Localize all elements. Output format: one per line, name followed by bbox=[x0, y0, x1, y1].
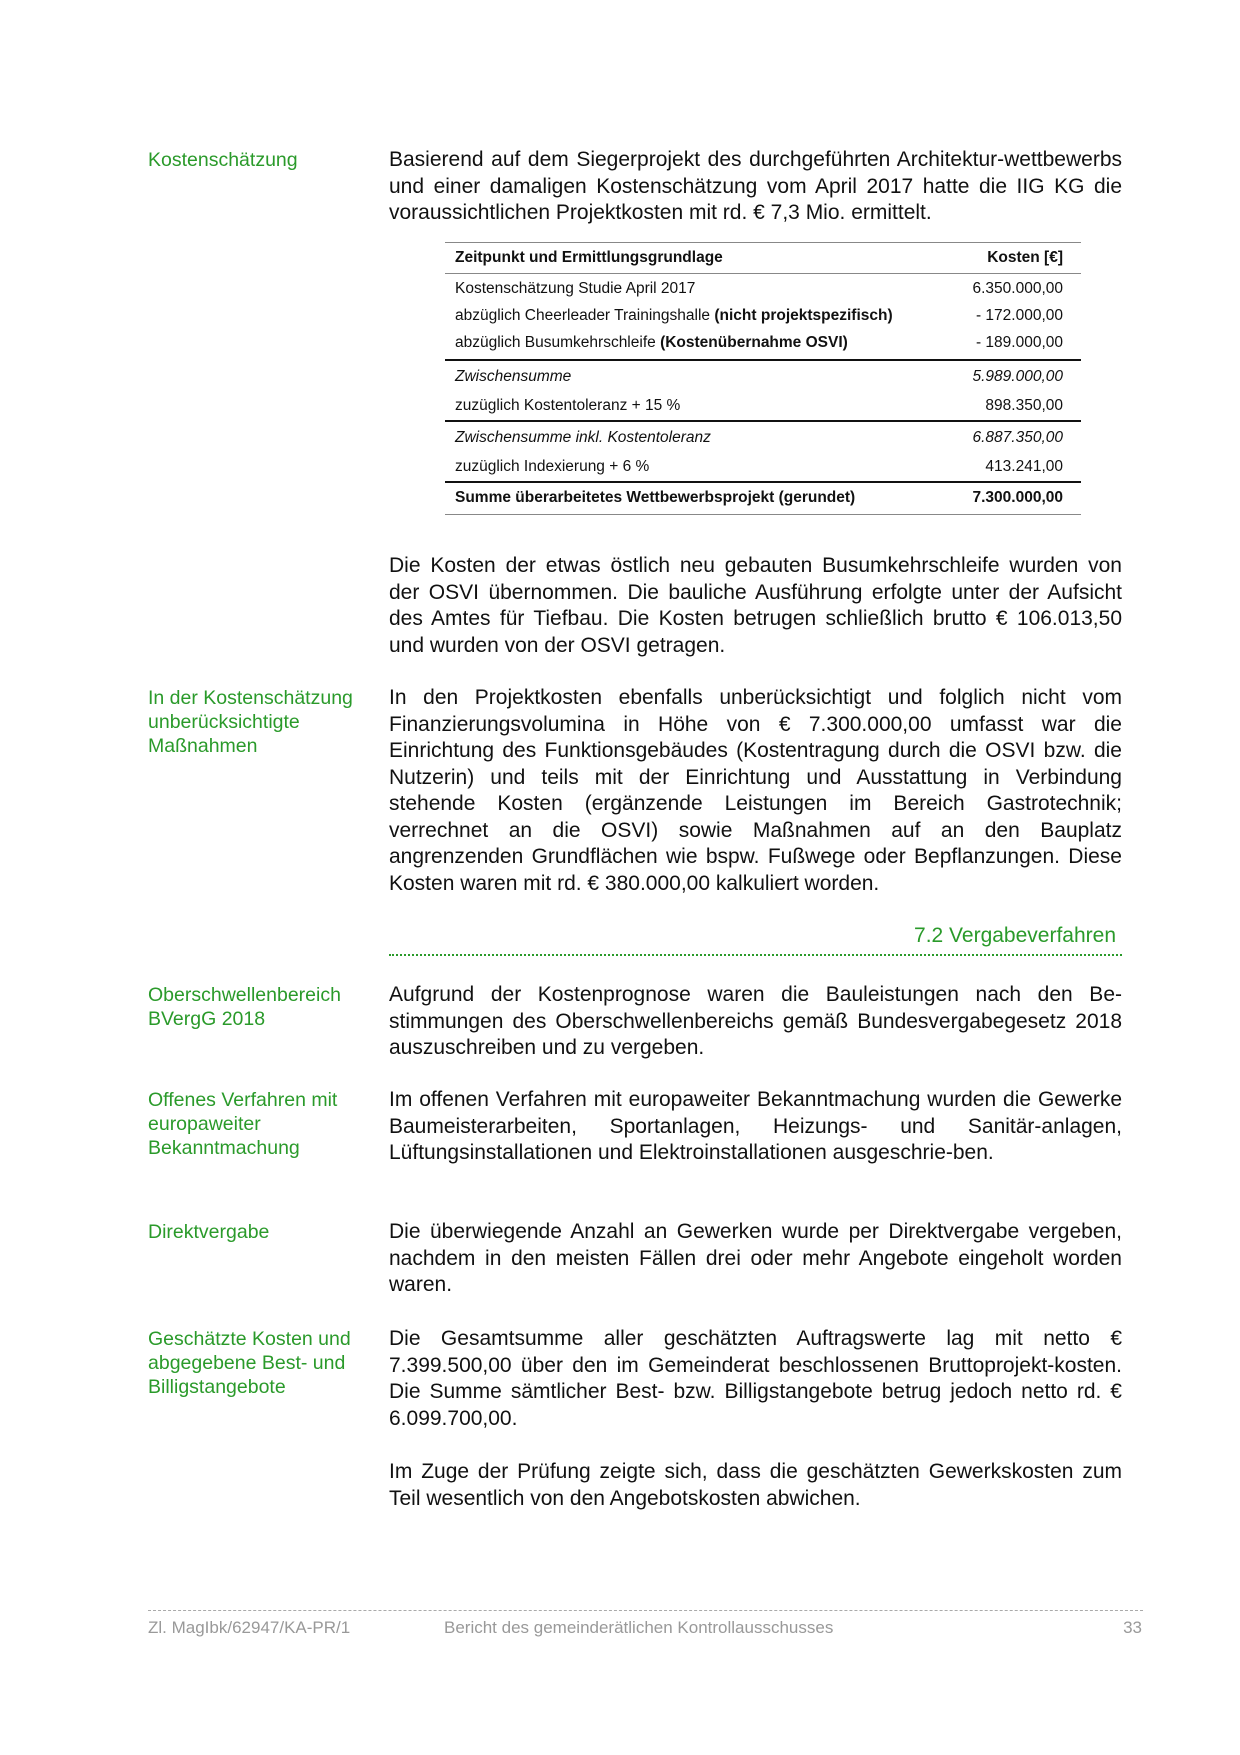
cell: 6.350.000,00 bbox=[972, 279, 1063, 297]
margin-label: In der Kostenschätzung unberücksichtigte Maßnahmen bbox=[148, 687, 353, 757]
cell: - 189.000,00 bbox=[975, 334, 1063, 351]
paragraph: Basierend auf dem Siegerprojekt des durchgeführten Architektur-wettbewerbs und einer damaligen Kostenschätzung vom April 2017 hatte die IIG KG die voraussichtlichen Projektkosten mit rd. € 7,3 Mio. ermittelt. bbox=[389, 148, 1122, 224]
table-row bbox=[445, 360, 1081, 393]
cost-table bbox=[445, 242, 1081, 515]
cell bbox=[445, 304, 952, 328]
cell: Zwischensumme bbox=[445, 360, 952, 393]
cell-bold: (nicht projektspezifisch) bbox=[714, 306, 893, 324]
cell-text: abzüglich Busumkehrschleife bbox=[455, 334, 656, 351]
cell: zuzüglich Kostentoleranz + 15 % bbox=[455, 397, 681, 414]
margin-label: Kostenschätzung bbox=[148, 149, 298, 171]
paragraph: Im Zuge der Prüfung zeigte sich, dass die geschätzten Gewerkskosten zum Teil wesentlich von den Angebotskosten abwichen. bbox=[389, 1460, 1122, 1510]
paragraph: Die Kosten der etwas östlich neu gebauten Busumkehrschleife wurden von der OSVI übernommen. Die bauliche Ausführung erfolgte unter der Aufsicht des Amtes für Tiefbau. Die Kosten betrugen schließlich brutto € 106.013,50 und wurden von der OSVI getragen. bbox=[389, 554, 1122, 657]
footer-reference: Zl. MagIbk/62947/KA-PR/1 bbox=[148, 1618, 351, 1637]
margin-label: Geschätzte Kosten und abgegebene Best- und Billigstangebote bbox=[148, 1328, 351, 1398]
page-number: 33 bbox=[1123, 1618, 1142, 1637]
table-row bbox=[445, 454, 1081, 482]
cell: zuzüglich Indexierung + 6 % bbox=[455, 458, 650, 475]
cell-bold: (Kostenübernahme OSVI) bbox=[660, 334, 848, 351]
cell: Kostenschätzung Studie April 2017 bbox=[455, 279, 696, 297]
margin-label: Oberschwellenbereich BVergG 2018 bbox=[148, 984, 341, 1030]
table-row bbox=[445, 274, 1081, 304]
table-row bbox=[445, 304, 1081, 328]
table-header-row bbox=[445, 243, 1081, 274]
paragraph: In den Projektkosten ebenfalls unberücksichtigt und folglich nicht vom Finanzierungsvolumina in Höhe von € 7.300.000,00 umfasst war die Einrichtung des Funktionsgebäudes (Kostentragung durch die OSVI bzw. die Nutzerin) und teils mit der Einrichtung und Ausstattung in Verbindung stehende Kosten (ergänzende Leistungen im Bereich Gastrotechnik; verrechnet an die OSVI) sowie Maßnahmen auf an den Bauplatz angrenzenden Grundflächen wie bspw. Fußwege oder Bepflanzungen. Diese Kosten waren mit rd. € 380.000,00 kalkuliert worden. bbox=[389, 686, 1122, 895]
dotted-divider bbox=[389, 954, 1122, 956]
cell: Summe überarbeitetes Wettbewerbsprojekt (gerundet) bbox=[445, 482, 952, 515]
margin-label: Offenes Verfahren mit europaweiter Bekanntmachung bbox=[148, 1089, 338, 1159]
margin-label: Direktvergabe bbox=[148, 1221, 270, 1243]
section-heading: 7.2 Vergabeverfahren bbox=[914, 924, 1116, 947]
footer-title: Bericht des gemeinderätlichen Kontrollausschusses bbox=[444, 1618, 834, 1637]
table-row bbox=[445, 328, 1081, 360]
paragraph: Aufgrund der Kostenprognose waren die Bauleistungen nach den Be-stimmungen des Oberschwellenbereichs gemäß Bundesvergabegesetz 2018 auszuschreiben und zu vergeben. bbox=[389, 983, 1122, 1059]
cell bbox=[445, 328, 952, 360]
paragraph: Im offenen Verfahren mit europaweiter Bekanntmachung wurden die Gewerke Baumeisterarbeiten, Sportanlagen, Heizungs- und Sanitär-anlagen, Lüftungsinstallationen und Elektroinstallationen ausgeschrie-ben. bbox=[389, 1088, 1122, 1164]
footer-divider bbox=[148, 1610, 1143, 1611]
cell: 413.241,00 bbox=[985, 458, 1063, 475]
cell: Zwischensumme inkl. Kostentoleranz bbox=[445, 421, 952, 454]
cell: 6.887.350,00 bbox=[952, 421, 1081, 454]
table-row bbox=[445, 393, 1081, 421]
paragraph: Die überwiegende Anzahl an Gewerken wurde per Direktvergabe vergeben, nachdem in den meisten Fällen drei oder mehr Angebote eingeholt worden waren. bbox=[389, 1220, 1122, 1296]
cell: 898.350,00 bbox=[985, 397, 1063, 414]
table-row bbox=[445, 421, 1081, 454]
cell: 5.989.000,00 bbox=[952, 360, 1081, 393]
table-row-total bbox=[445, 482, 1081, 515]
header-cell: Zeitpunkt und Ermittlungsgrundlage bbox=[445, 243, 952, 274]
cell-text: abzüglich Cheerleader Trainingshalle bbox=[455, 306, 711, 324]
header-cell: Kosten [€] bbox=[952, 243, 1081, 274]
paragraph: Die Gesamtsumme aller geschätzten Auftragswerte lag mit netto € 7.399.500,00 über den im Gemeinderat beschlossenen Bruttoprojekt-kosten. Die Summe sämtlicher Best- bzw. Billigstangebote betrug jedoch netto rd. € 6.099.700,00. bbox=[389, 1327, 1122, 1430]
cell: - 172.000,00 bbox=[975, 306, 1063, 324]
cell: 7.300.000,00 bbox=[952, 482, 1081, 515]
